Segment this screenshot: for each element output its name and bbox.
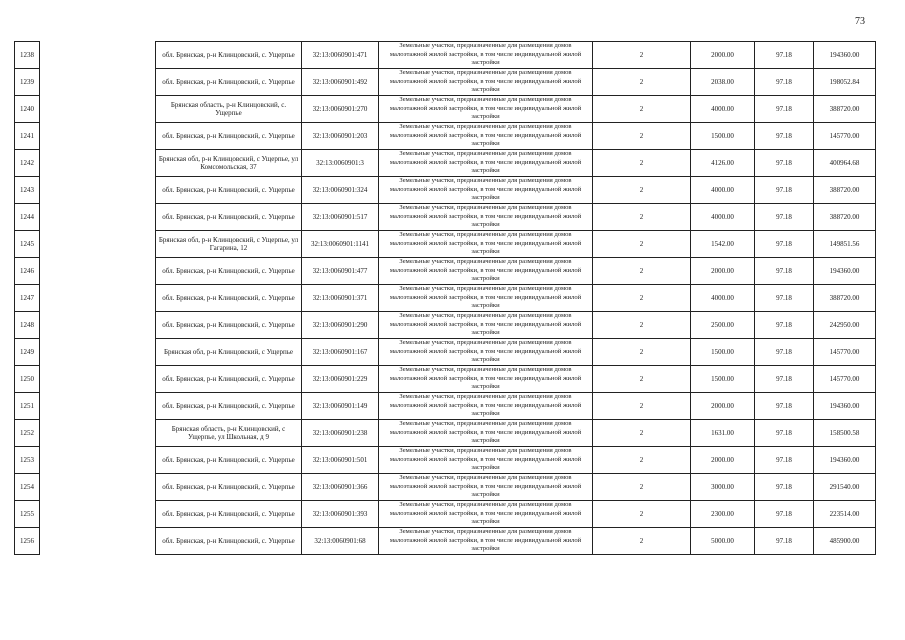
table-row (15, 420, 876, 447)
category-code-cell: 2 (593, 420, 691, 447)
cadastral-number-cell: 32:13:0060901:366 (302, 474, 379, 501)
area-cell: 2300.00 (691, 501, 755, 528)
row-number-cell: 1243 (15, 177, 40, 204)
land-use-cell: Земельные участки, предназначенные для размещения домов малоэтажной жилой застройки, в том числе индивидуальной жилой застройки (379, 501, 593, 528)
row-number-cell: 1250 (15, 366, 40, 393)
category-code-cell: 2 (593, 258, 691, 285)
spacer-cell (40, 96, 156, 123)
row-number-cell: 1249 (15, 339, 40, 366)
total-value-cell: 194360.00 (814, 258, 876, 285)
rate-cell: 97.18 (755, 231, 814, 258)
address-cell: обл. Брянская, р-н Клинцовский, с. Ущерпье (156, 501, 302, 528)
rate-cell: 97.18 (755, 528, 814, 555)
total-value-cell: 388720.00 (814, 96, 876, 123)
row-number-cell: 1238 (15, 42, 40, 69)
area-cell: 3000.00 (691, 474, 755, 501)
area-cell: 1500.00 (691, 366, 755, 393)
row-number-cell: 1254 (15, 474, 40, 501)
address-cell: Брянская обл, р-н Клинцовский, с Ущерпье, ул Комсомольская, 37 (156, 150, 302, 177)
category-code-cell: 2 (593, 177, 691, 204)
address-cell: обл. Брянская, р-н Клинцовский, с. Ущерпье (156, 312, 302, 339)
spacer-cell (40, 150, 156, 177)
address-cell: обл. Брянская, р-н Клинцовский, с. Ущерпье (156, 447, 302, 474)
row-number-cell: 1239 (15, 69, 40, 96)
total-value-cell: 194360.00 (814, 42, 876, 69)
spacer-cell (40, 420, 156, 447)
category-code-cell: 2 (593, 96, 691, 123)
land-use-cell: Земельные участки, предназначенные для размещения домов малоэтажной жилой застройки, в том числе индивидуальной жилой застройки (379, 528, 593, 555)
cadastral-number-cell: 32:13:0060901:477 (302, 258, 379, 285)
rate-cell: 97.18 (755, 393, 814, 420)
category-code-cell: 2 (593, 474, 691, 501)
row-number-cell: 1240 (15, 96, 40, 123)
land-use-cell: Земельные участки, предназначенные для размещения домов малоэтажной жилой застройки, в том числе индивидуальной жилой застройки (379, 420, 593, 447)
address-cell: обл. Брянская, р-н Клинцовский, с. Ущерпье (156, 123, 302, 150)
land-use-cell: Земельные участки, предназначенные для размещения домов малоэтажной жилой застройки, в том числе индивидуальной жилой застройки (379, 69, 593, 96)
land-use-cell: Земельные участки, предназначенные для размещения домов малоэтажной жилой застройки, в том числе индивидуальной жилой застройки (379, 150, 593, 177)
row-number-cell: 1253 (15, 447, 40, 474)
rate-cell: 97.18 (755, 150, 814, 177)
category-code-cell: 2 (593, 204, 691, 231)
address-cell: Брянская обл, р-н Клинцовский, с Ущерпье (156, 339, 302, 366)
address-cell: Брянская область, р-н Клинцовский, с Ущерпье, ул Школьная, д 9 (156, 420, 302, 447)
row-number-cell: 1255 (15, 501, 40, 528)
total-value-cell: 194360.00 (814, 447, 876, 474)
row-number-cell: 1242 (15, 150, 40, 177)
address-cell: обл. Брянская, р-н Клинцовский, с. Ущерпье (156, 393, 302, 420)
cadastral-number-cell: 32:13:0060901:3 (302, 150, 379, 177)
area-cell: 4000.00 (691, 285, 755, 312)
table-row (15, 231, 876, 258)
cadastral-number-cell: 32:13:0060901:68 (302, 528, 379, 555)
registry-body (15, 42, 876, 555)
total-value-cell: 388720.00 (814, 177, 876, 204)
land-use-cell: Земельные участки, предназначенные для размещения домов малоэтажной жилой застройки, в том числе индивидуальной жилой застройки (379, 393, 593, 420)
table-row (15, 474, 876, 501)
total-value-cell: 198052.84 (814, 69, 876, 96)
land-use-cell: Земельные участки, предназначенные для размещения домов малоэтажной жилой застройки, в том числе индивидуальной жилой застройки (379, 339, 593, 366)
total-value-cell: 291540.00 (814, 474, 876, 501)
spacer-cell (40, 366, 156, 393)
total-value-cell: 158500.58 (814, 420, 876, 447)
land-use-cell: Земельные участки, предназначенные для размещения домов малоэтажной жилой застройки, в том числе индивидуальной жилой застройки (379, 177, 593, 204)
page-number: 73 (855, 16, 865, 27)
category-code-cell: 2 (593, 285, 691, 312)
cadastral-number-cell: 32:13:0060901:324 (302, 177, 379, 204)
spacer-cell (40, 447, 156, 474)
cadastral-number-cell: 32:13:0060901:203 (302, 123, 379, 150)
land-use-cell: Земельные участки, предназначенные для размещения домов малоэтажной жилой застройки, в том числе индивидуальной жилой застройки (379, 204, 593, 231)
cadastral-number-cell: 32:13:0060901:371 (302, 285, 379, 312)
total-value-cell: 223514.00 (814, 501, 876, 528)
row-number-cell: 1252 (15, 420, 40, 447)
total-value-cell: 400964.68 (814, 150, 876, 177)
area-cell: 1500.00 (691, 123, 755, 150)
table-row (15, 447, 876, 474)
category-code-cell: 2 (593, 231, 691, 258)
cadastral-number-cell: 32:13:0060901:290 (302, 312, 379, 339)
area-cell: 2000.00 (691, 447, 755, 474)
row-number-cell: 1246 (15, 258, 40, 285)
table-row (15, 42, 876, 69)
table-row (15, 258, 876, 285)
total-value-cell: 485900.00 (814, 528, 876, 555)
total-value-cell: 194360.00 (814, 393, 876, 420)
category-code-cell: 2 (593, 312, 691, 339)
table-row (15, 123, 876, 150)
spacer-cell (40, 177, 156, 204)
area-cell: 2038.00 (691, 69, 755, 96)
spacer-cell (40, 42, 156, 69)
table-row (15, 528, 876, 555)
land-registry-table (14, 41, 876, 555)
address-cell: обл. Брянская, р-н Клинцовский, с. Ущерпье (156, 204, 302, 231)
spacer-cell (40, 204, 156, 231)
cadastral-number-cell: 32:13:0060901:501 (302, 447, 379, 474)
area-cell: 2000.00 (691, 393, 755, 420)
table-row (15, 177, 876, 204)
table-row (15, 393, 876, 420)
spacer-cell (40, 231, 156, 258)
area-cell: 1500.00 (691, 339, 755, 366)
area-cell: 4000.00 (691, 204, 755, 231)
row-number-cell: 1244 (15, 204, 40, 231)
address-cell: обл. Брянская, р-н Клинцовский, с. Ущерпье (156, 42, 302, 69)
category-code-cell: 2 (593, 123, 691, 150)
category-code-cell: 2 (593, 447, 691, 474)
row-number-cell: 1247 (15, 285, 40, 312)
cadastral-number-cell: 32:13:0060901:1141 (302, 231, 379, 258)
table-row (15, 150, 876, 177)
rate-cell: 97.18 (755, 69, 814, 96)
spacer-cell (40, 285, 156, 312)
spacer-cell (40, 393, 156, 420)
area-cell: 5000.00 (691, 528, 755, 555)
land-use-cell: Земельные участки, предназначенные для размещения домов малоэтажной жилой застройки, в том числе индивидуальной жилой застройки (379, 312, 593, 339)
area-cell: 4126.00 (691, 150, 755, 177)
category-code-cell: 2 (593, 366, 691, 393)
row-number-cell: 1245 (15, 231, 40, 258)
spacer-cell (40, 312, 156, 339)
rate-cell: 97.18 (755, 447, 814, 474)
row-number-cell: 1251 (15, 393, 40, 420)
cadastral-number-cell: 32:13:0060901:393 (302, 501, 379, 528)
area-cell: 2000.00 (691, 258, 755, 285)
land-use-cell: Земельные участки, предназначенные для размещения домов малоэтажной жилой застройки, в том числе индивидуальной жилой застройки (379, 447, 593, 474)
land-use-cell: Земельные участки, предназначенные для размещения домов малоэтажной жилой застройки, в том числе индивидуальной жилой застройки (379, 366, 593, 393)
spacer-cell (40, 339, 156, 366)
category-code-cell: 2 (593, 528, 691, 555)
area-cell: 2500.00 (691, 312, 755, 339)
area-cell: 1542.00 (691, 231, 755, 258)
spacer-cell (40, 528, 156, 555)
rate-cell: 97.18 (755, 285, 814, 312)
spacer-cell (40, 123, 156, 150)
address-cell: Брянская обл, р-н Клинцовский, с Ущерпье, ул Гагарина, 12 (156, 231, 302, 258)
cadastral-number-cell: 32:13:0060901:270 (302, 96, 379, 123)
area-cell: 4000.00 (691, 96, 755, 123)
row-number-cell: 1256 (15, 528, 40, 555)
rate-cell: 97.18 (755, 312, 814, 339)
rate-cell: 97.18 (755, 96, 814, 123)
total-value-cell: 242950.00 (814, 312, 876, 339)
table-row (15, 96, 876, 123)
spacer-cell (40, 501, 156, 528)
row-number-cell: 1248 (15, 312, 40, 339)
land-use-cell: Земельные участки, предназначенные для размещения домов малоэтажной жилой застройки, в том числе индивидуальной жилой застройки (379, 231, 593, 258)
address-cell: обл. Брянская, р-н Клинцовский, с. Ущерпье (156, 366, 302, 393)
rate-cell: 97.18 (755, 177, 814, 204)
category-code-cell: 2 (593, 69, 691, 96)
land-use-cell: Земельные участки, предназначенные для размещения домов малоэтажной жилой застройки, в том числе индивидуальной жилой застройки (379, 123, 593, 150)
total-value-cell: 145770.00 (814, 123, 876, 150)
cadastral-number-cell: 32:13:0060901:471 (302, 42, 379, 69)
total-value-cell: 145770.00 (814, 339, 876, 366)
address-cell: обл. Брянская, р-н Клинцовский, с. Ущерпье (156, 474, 302, 501)
category-code-cell: 2 (593, 501, 691, 528)
table-row (15, 285, 876, 312)
spacer-cell (40, 474, 156, 501)
table-row (15, 339, 876, 366)
total-value-cell: 149851.56 (814, 231, 876, 258)
address-cell: обл. Брянская, р-н Клинцовский, с. Ущерпье (156, 285, 302, 312)
address-cell: обл. Брянская, р-н Клинцовский, с. Ущерпье (156, 69, 302, 96)
rate-cell: 97.18 (755, 42, 814, 69)
land-use-cell: Земельные участки, предназначенные для размещения домов малоэтажной жилой застройки, в том числе индивидуальной жилой застройки (379, 42, 593, 69)
category-code-cell: 2 (593, 339, 691, 366)
area-cell: 2000.00 (691, 42, 755, 69)
rate-cell: 97.18 (755, 474, 814, 501)
address-cell: обл. Брянская, р-н Клинцовский, с. Ущерпье (156, 258, 302, 285)
address-cell: Брянская область, р-н Клинцовский, с. Ущерпье (156, 96, 302, 123)
cadastral-number-cell: 32:13:0060901:149 (302, 393, 379, 420)
spacer-cell (40, 69, 156, 96)
category-code-cell: 2 (593, 393, 691, 420)
address-cell: обл. Брянская, р-н Клинцовский, с. Ущерпье (156, 528, 302, 555)
cadastral-number-cell: 32:13:0060901:167 (302, 339, 379, 366)
table-row (15, 501, 876, 528)
rate-cell: 97.18 (755, 123, 814, 150)
rate-cell: 97.18 (755, 501, 814, 528)
total-value-cell: 388720.00 (814, 204, 876, 231)
row-number-cell: 1241 (15, 123, 40, 150)
land-use-cell: Земельные участки, предназначенные для размещения домов малоэтажной жилой застройки, в том числе индивидуальной жилой застройки (379, 285, 593, 312)
address-cell: обл. Брянская, р-н Клинцовский, с. Ущерпье (156, 177, 302, 204)
rate-cell: 97.18 (755, 366, 814, 393)
cadastral-number-cell: 32:13:0060901:517 (302, 204, 379, 231)
cadastral-number-cell: 32:13:0060901:229 (302, 366, 379, 393)
cadastral-number-cell: 32:13:0060901:238 (302, 420, 379, 447)
category-code-cell: 2 (593, 150, 691, 177)
area-cell: 4000.00 (691, 177, 755, 204)
cadastral-number-cell: 32:13:0060901:492 (302, 69, 379, 96)
land-use-cell: Земельные участки, предназначенные для размещения домов малоэтажной жилой застройки, в том числе индивидуальной жилой застройки (379, 258, 593, 285)
table-row (15, 69, 876, 96)
rate-cell: 97.18 (755, 204, 814, 231)
table-row (15, 366, 876, 393)
area-cell: 1631.00 (691, 420, 755, 447)
table-row (15, 312, 876, 339)
total-value-cell: 388720.00 (814, 285, 876, 312)
land-use-cell: Земельные участки, предназначенные для размещения домов малоэтажной жилой застройки, в том числе индивидуальной жилой застройки (379, 96, 593, 123)
rate-cell: 97.18 (755, 339, 814, 366)
rate-cell: 97.18 (755, 258, 814, 285)
rate-cell: 97.18 (755, 420, 814, 447)
category-code-cell: 2 (593, 42, 691, 69)
total-value-cell: 145770.00 (814, 366, 876, 393)
spacer-cell (40, 258, 156, 285)
table-row (15, 204, 876, 231)
land-use-cell: Земельные участки, предназначенные для размещения домов малоэтажной жилой застройки, в том числе индивидуальной жилой застройки (379, 474, 593, 501)
